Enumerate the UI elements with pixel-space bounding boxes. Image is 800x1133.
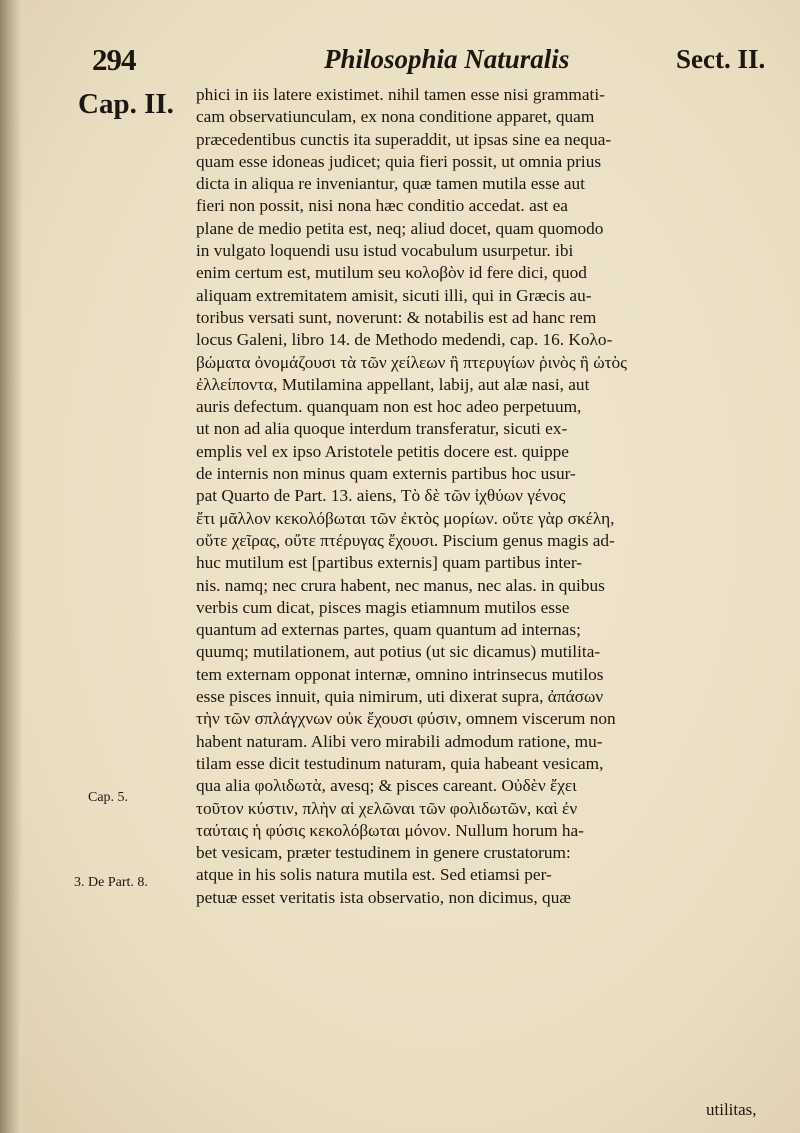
text-line: pat Quarto de Part. 13. aiens, Τὸ δὲ τῶν ἰχθύων γένος: [196, 486, 566, 506]
page-number: 294: [92, 42, 136, 77]
text-line: quumq; mutilationem, aut potius (ut sic dicamus) mutilita-: [196, 642, 601, 662]
page-header: [0, 40, 800, 84]
text-line: nis. namq; nec crura habent, nec manus, nec alas. in quibus: [196, 575, 605, 595]
section-label: Sect. II.: [676, 44, 766, 74]
text-line: huc mutilum est [partibus externis] quam partibus inter-: [196, 553, 582, 573]
text-line: cam observatiunculam, ex nona conditione apparet, quam: [196, 107, 595, 127]
text-line: ἔτι μᾶλλον κεκολόβωται τῶν ἐκτὸς μορίων. οὔτε γὰρ σκέλη,: [196, 508, 615, 528]
running-title: Philosophia Naturalis: [324, 44, 570, 74]
text-line: ut non ad alia quoque interdum transferatur, sicuti ex-: [196, 419, 568, 439]
text-line: qua alia φολιδωτὰ, avesq; & pisces careant. Οὐδὲν ἔχει: [196, 776, 577, 796]
text-line: locus Galeni, libro 14. de Methodo medendi, cap. 16. Κολο-: [196, 330, 613, 350]
text-line: toribus versati sunt, noverunt: & notabilis est ad hanc rem: [196, 307, 597, 327]
text-line: enim certum est, mutilum seu κολοβὸν id fere dici, quod: [196, 263, 587, 283]
margin-note-de-part: 3. De Part. 8.: [74, 875, 148, 890]
text-line: habent naturam. Alibi vero mirabili admodum ratione, mu-: [196, 731, 603, 751]
text-line: esse pisces innuit, quia nimirum, uti dixerat supra, ἀπάσων: [196, 687, 604, 707]
text-line: aliquam extremitatem amisit, sicuti illi, qui in Græcis au-: [196, 285, 592, 305]
text-line: tilam esse dicit testudinum naturam, quia habeant vesicam,: [196, 753, 604, 773]
text-line: ἐλλείποντα, Mutilamina appellant, labij, aut alæ nasi, aut: [196, 374, 590, 394]
margin-note-cap5: Cap. 5.: [88, 790, 129, 805]
text-line: βώματα ὀνομάζουσι τὰ τῶν χείλεων ἢ πτερυγίων ῥινὸς ἢ ὠτὸς: [196, 352, 628, 372]
text-line: petuæ esset veritatis ista observatio, non dicimus, quæ: [196, 887, 571, 907]
text-line: τοῦτον κύστιν, πλὴν αἱ χελῶναι τῶν φολιδωτῶν, καὶ ἐν: [196, 798, 578, 818]
text-line: atque in his solis natura mutila est. Sed etiamsi per-: [196, 865, 552, 885]
text-line: de internis non minus quam externis partibus hoc usur-: [196, 464, 576, 484]
text-line: τὴν τῶν σπλάγχνων οὐκ ἔχουσι φύσιν, omnem viscerum non: [196, 709, 616, 729]
text-line: fieri non possit, nisi nona hæc conditio accedat. ast ea: [196, 196, 568, 216]
text-line: quantum ad externas partes, quam quantum ad internas;: [196, 620, 581, 640]
text-line: in vulgato loquendi usu istud vocabulum usurpetur. ibi: [196, 241, 574, 261]
text-line: præcedentibus cunctis ita superaddit, ut ipsas sine ea nequa-: [196, 129, 612, 149]
text-line: plane de medio petita est, neq; aliud docet, quam quomodo: [196, 218, 604, 238]
text-line: οὔτε χεῖρας, οὔτε πτέρυγας ἔχουσι. Piscium genus magis ad-: [196, 530, 615, 550]
text-line: dicta in aliqua re inveniantur, quæ tamen mutila esse aut: [196, 174, 585, 194]
page-gutter: [0, 0, 22, 1133]
chapter-label: Cap. II.: [78, 88, 174, 120]
text-line: quam esse idoneas judicet; quia fieri possit, ut omnia prius: [196, 151, 602, 171]
text-line: tem externam opponat internæ, omnino intrinsecus mutilos: [196, 664, 604, 684]
text-line: verbis cum dicat, pisces magis etiamnum mutilos esse: [196, 597, 570, 617]
text-line: ταύταις ἡ φύσις κεκολόβωται μόνον. Nullum horum ha-: [196, 820, 584, 840]
body-text: [196, 84, 766, 909]
text-line: phici in iis latere existimet. nihil tamen esse nisi grammati-: [196, 85, 605, 104]
text-line: bet vesicam, præter testudinem in genere crustatorum:: [196, 843, 571, 863]
catchword: utilitas,: [706, 1100, 757, 1119]
text-line: auris defectum. quanquam non est hoc adeo perpetuum,: [196, 397, 582, 417]
text-line: emplis vel ex ipso Aristotele petitis docere est. quippe: [196, 441, 569, 461]
